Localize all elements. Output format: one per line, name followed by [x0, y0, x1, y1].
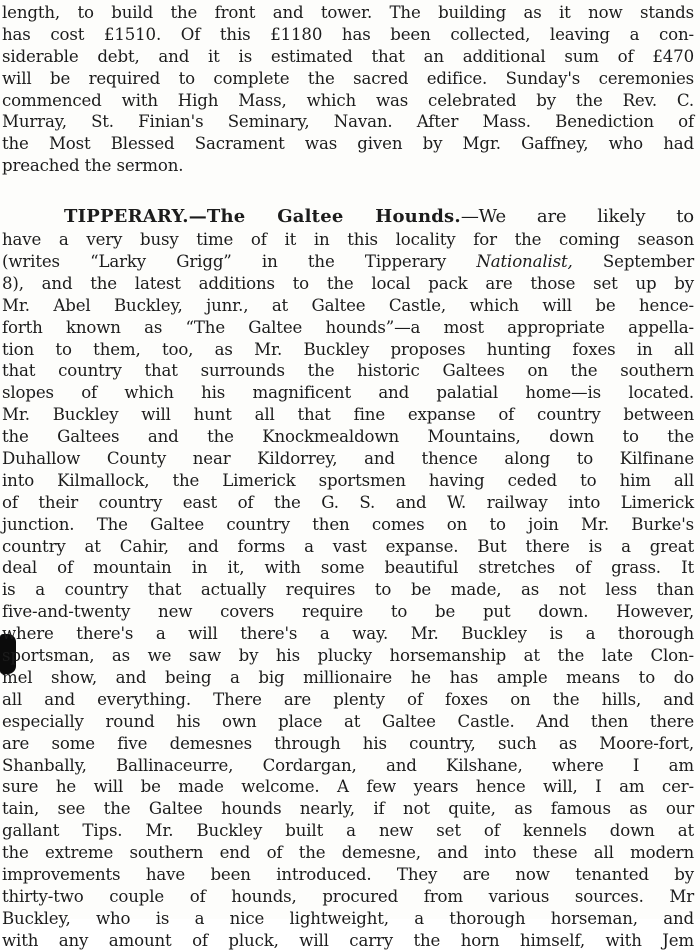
text-line: has cost £1510. Of this £1180 has been collected, leaving a con- — [2, 24, 694, 44]
text-line: five-and-twenty new covers require to be put down. However, — [2, 602, 694, 622]
paragraph-gap — [2, 177, 694, 205]
text-line: Buckley, who is a nice lightweight, a thorough horseman, and — [2, 908, 694, 928]
text-line: where there's a will there's a way. Mr. Buckley is a thorough — [2, 624, 694, 644]
text-line: junction. The Galtee country then comes on to join Mr. Burke's — [2, 514, 694, 534]
text-line: the Most Blessed Sacrament was given by Mgr. Gaffney, who had — [2, 134, 694, 154]
text-line: Mr. Buckley will hunt all that fine expanse of country between — [2, 405, 694, 425]
text-line: tain, see the Galtee hounds nearly, if not quite, as famous as our — [2, 799, 694, 819]
text-line: thirty-two couple of hounds, procured from various sources. Mr — [2, 886, 694, 906]
text-line: forth known as “The Galtee hounds”—a most appropriate appella- — [2, 317, 694, 337]
text-line: Duhallow County near Kildorrey, and thence along to Kilfinane — [2, 449, 694, 469]
text-line: improvements have been introduced. They are now tenanted by — [2, 864, 694, 884]
text-line: commenced with High Mass, which was celebrated by the Rev. C. — [2, 90, 694, 110]
text-line: Murray, St. Finian's Seminary, Navan. After Mass. Benediction of — [2, 112, 694, 132]
section-heading: TIPPERARY.—The Galtee Hounds. — [64, 206, 461, 228]
text-line: Shanbally, Ballinaceurre, Cordargan, and Kilshane, where I am — [2, 755, 694, 775]
text-line: with any amount of pluck, will carry the horn himself, with Jem — [2, 930, 694, 950]
text-line: country at Cahir, and forms a vast expanse. But there is a great — [2, 536, 694, 556]
text-line: 8), and the latest additions to the local pack are those set up by — [2, 273, 694, 293]
text-line: have a very busy time of it in this locality for the coming season — [2, 230, 694, 250]
text-line: of their country east of the G. S. and W. railway into Limerick — [2, 492, 694, 512]
text-line: the Galtees and the Knockmealdown Mountains, down to the — [2, 427, 694, 447]
text-line: siderable debt, and it is estimated that an additional sum of £470 — [2, 46, 694, 66]
text-line: the extreme southern end of the demesne, and into these all modern — [2, 843, 694, 863]
text-line: gallant Tips. Mr. Buckley built a new set of kennels down at — [2, 821, 694, 841]
heading-line — [2, 205, 694, 229]
text-line: slopes of which his magnificent and palatial home—is located. — [2, 383, 694, 403]
text-line: especially round his own place at Galtee Castle. And then there — [2, 711, 694, 731]
text-line: preached the sermon. — [2, 156, 184, 176]
text-line: length, to build the front and tower. The building as it now stands — [2, 3, 694, 22]
text-line: are some five demesnes through his country, such as Moore-fort, — [2, 733, 694, 753]
galtee-hounds-paragraph — [2, 205, 694, 951]
text-line: will be required to complete the sacred edifice. Sunday's ceremonies — [2, 68, 694, 88]
text-line — [2, 251, 694, 273]
text-line: into Kilmallock, the Limerick sportsmen having ceded to him all — [2, 470, 694, 490]
heading-continuation: —We are likely to — [460, 206, 694, 228]
text-line: that country that surrounds the historic Galtees on the southern — [2, 361, 694, 381]
newspaper-title: Nationalist, — [476, 252, 573, 272]
text-segment: September — [572, 252, 694, 272]
text-line: mel show, and being a big millionaire he has ample means to do — [2, 667, 694, 687]
intro-paragraph — [2, 2, 694, 177]
text-line: deal of mountain in it, with some beautiful stretches of grass. It — [2, 558, 694, 578]
article-column — [2, 2, 694, 952]
text-line: sportsman, as we saw by his plucky horsemanship at the late Clon- — [2, 646, 694, 666]
text-segment: (writes “Larky Grigg” in the Tipperary — [2, 252, 477, 272]
text-line: is a country that actually requires to be made, as not less than — [2, 580, 694, 600]
text-line: tion to them, too, as Mr. Buckley proposes hunting foxes in all — [2, 339, 694, 359]
text-line: sure he will be made welcome. A few years hence will, I am cer- — [2, 777, 694, 797]
text-line: Mr. Abel Buckley, junr., at Galtee Castle, which will be hence- — [2, 295, 694, 315]
text-line: all and everything. There are plenty of foxes on the hills, and — [2, 689, 694, 709]
